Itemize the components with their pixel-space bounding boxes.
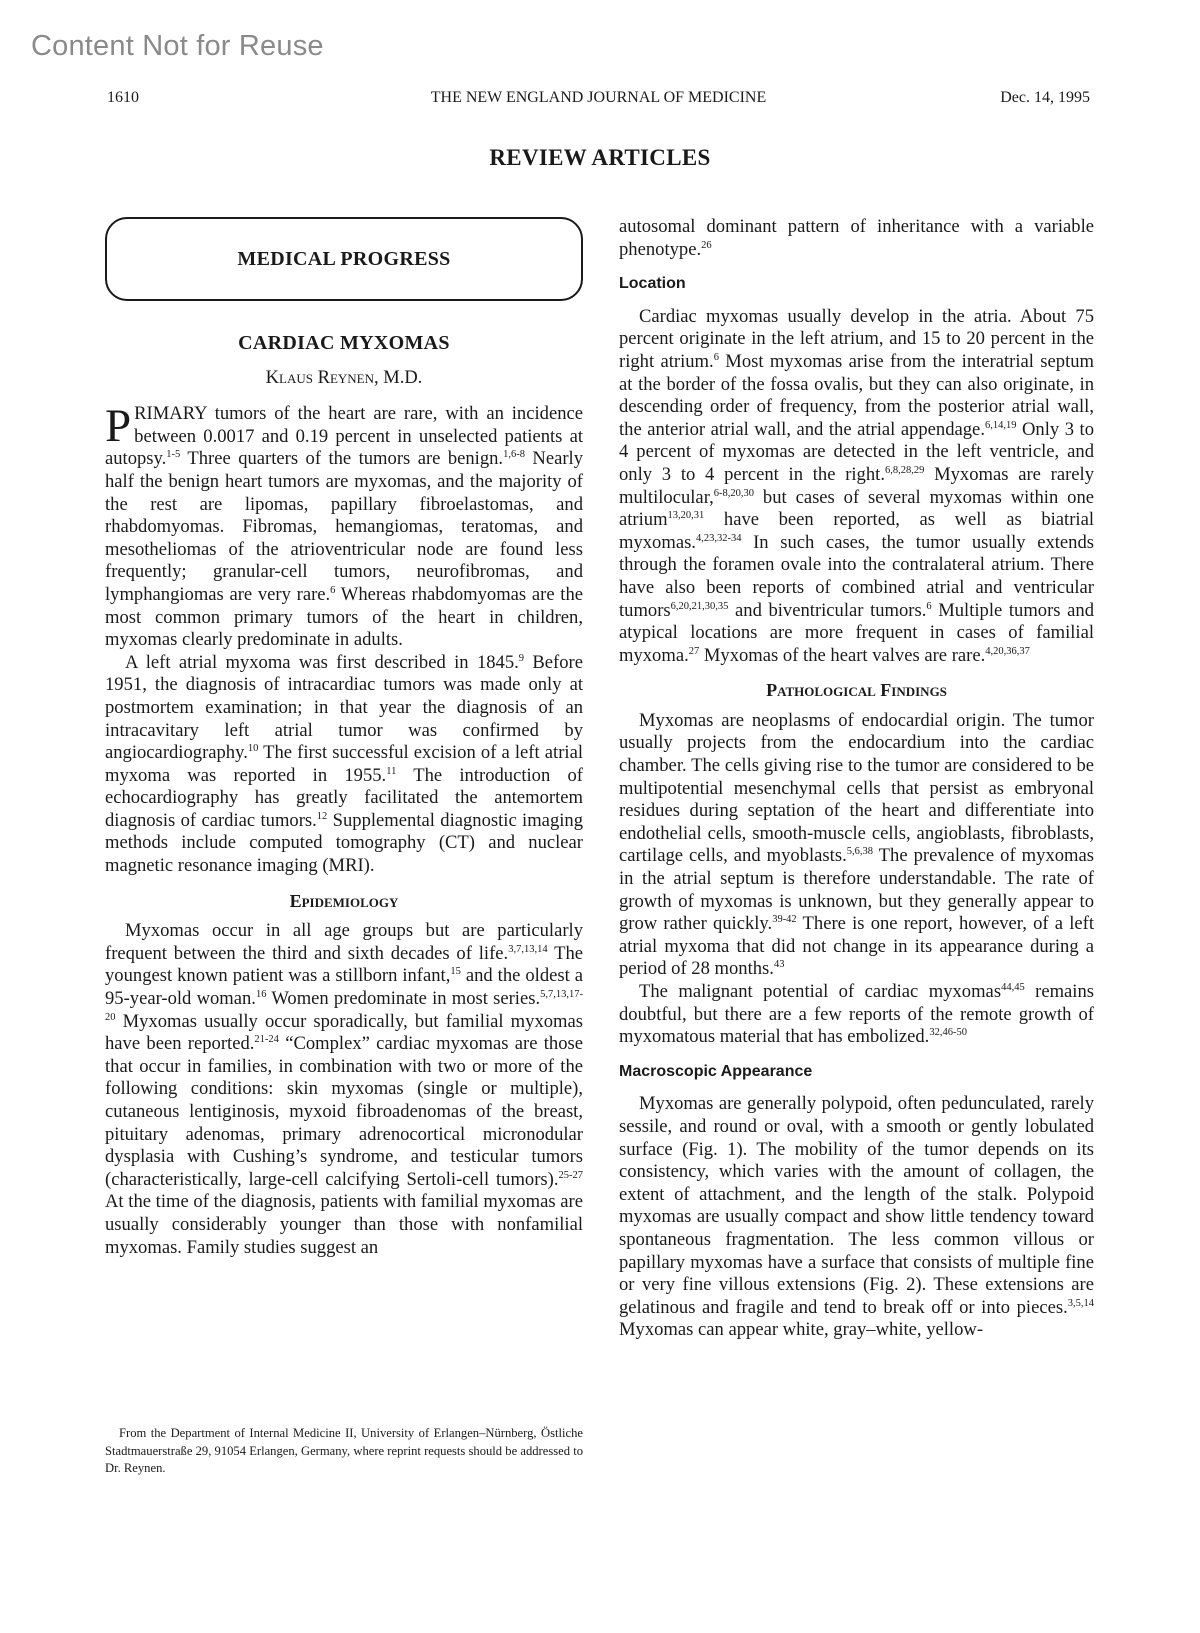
running-head [107,89,1090,111]
citation: 10 [247,743,259,755]
drop-cap: P [105,400,132,453]
text-run: The first successful excision of a left atrial myxoma was reported in 1955. [105,742,583,786]
text-run: In such cases, the tumor usually extends through the foramen ovale into the contralateral atrium. There have also been reports of combined atrial and ventricular tumors [619,531,1094,621]
citation: 27 [688,645,700,657]
text-run: remains doubtful, but there are a few reports of the remote growth of myxomatous material that has embolized. [619,981,1094,1048]
citation: 15 [450,966,461,978]
macroscopic-paragraph [619,1093,1094,1342]
pathology-paragraph-1 [619,710,1094,981]
article-title: CARDIAC MYXOMAS [238,332,450,354]
section-heading: REVIEW ARTICLES [489,145,711,170]
text-run: Myxomas are neoplasms of endocardial origin. The tumor usually projects from the endocardium into the cardiac chamber. The cells giving rise to the tumor are considered to be multipotential mesenchymal cells that persist as embryonal residues during septation of the heart and differentiate into endothelial cells, smooth-muscle cells, angioblasts, fibroblasts, cartilage cells, and myoblasts. [619,709,1094,867]
citation: 12 [316,810,328,822]
citation: 25-27 [558,1169,583,1181]
citation: 4,23,32-34 [695,532,742,544]
issue-date: Dec. 14, 1995 [1000,89,1090,106]
text-run: Only 3 to 4 percent of myxomas are detected in the left ventricle, and only 3 to 4 percent in the right. [619,418,1094,485]
text-run: Nearly half the benign heart tumors are myxomas, and the majority of the rest are lipomas, papillary fibroelastomas, and rhabdomyomas. Fibromas, hemangiomas, teratomas, and mesotheliomas of the atrioventricular node are found less frequently; granular-cell tumors, neurofibromas, and lymphangiomas are very rare. [105,448,583,605]
epidemiology-heading: Epidemiology [289,890,399,911]
citation: 21-24 [254,1034,279,1046]
citation: 5,7,13,17-20 [105,989,583,1023]
intro-paragraph-1 [105,400,583,652]
text-run: Myxomas are generally polypoid, often pedunculated, rarely sessile, and round or oval, with a smooth or gently lobulated surface (Fig. 1). The mobility of the tumor depends on its consistency, which varies with the amount of collagen, the extent of attachment, and the length of the stalk. Polypoid myxomas are usually compact and show little tendency toward spontaneous fragmentation. The less common villous or papillary myxomas have a surface that consists of multiple fine or very fine villous extensions (Fig. 2). These extensions are gelatinous and fragile and tend to break off or into pieces. [619,1093,1094,1318]
citation: 6-8,20,30 [713,487,755,499]
citation: 9 [518,652,525,664]
location-heading: Location [619,275,686,293]
epidemiology-paragraph [105,920,583,1259]
citation: 6 [713,351,719,363]
citation: 4,20,36,37 [985,645,1030,657]
text-run: Myxomas of the heart valves are rare. [699,644,986,666]
text-run: At the time of the diagnosis, patients with familial myxomas are usually considerably younger than those with nonfamilial myxomas. Family studies suggest an [105,1191,583,1258]
text-run: Before 1951, the diagnosis of intracardiac tumors was made only at postmortem examination; in that year the diagnosis of an intracavitary left atrial tumor was confirmed by angiocardiography. [105,651,583,764]
affiliation-footnote: From the Department of Internal Medicine II, University of Erlangen–Nürnberg, Östliche Stadtmauerstraße 29, 91054 Erlangen, Germany, where reprint requests should be addressed to Dr. Reynen. [105,1426,583,1475]
citation: 6,8,28,29 [884,464,925,476]
citation: 43 [773,959,785,971]
left-column [105,217,583,1259]
journal-name: THE NEW ENGLAND JOURNAL OF MEDICINE [430,89,767,106]
citation: 13,20,31 [667,510,705,522]
citation: 1,6-8 [503,449,525,461]
text-run: Myxomas usually occur sporadically, but familial myxomas have been reported. [105,1010,583,1055]
text-run: A left atrial myxoma was first described in 1845. [125,651,519,673]
citation: 3,7,13,14 [508,943,548,955]
text-run: Three quarters of the tumors are benign. [180,448,504,470]
citation: 11 [386,765,397,777]
text-run: Myxomas are rarely multilocular, [619,463,1094,508]
rubric-label: MEDICAL PROGRESS [237,247,451,270]
pathology-heading: Pathological Findings [766,680,947,701]
text-run: RIMARY tumors of the heart are rare, with an incidence between 0.0017 and 0.19 percent in unselected patients at autopsy. [105,403,583,470]
citation: 3,5,14 [1067,1297,1094,1309]
citation: 6,14,19 [984,419,1017,431]
citation: 6 [330,584,336,596]
text-run: The malignant potential of cardiac myxomas [639,981,1002,1002]
citation: 39-42 [772,914,797,926]
text-run: and biventricular tumors. [728,599,927,621]
citation: 44,45 [1001,982,1025,993]
citation: 1-5 [166,449,181,461]
text-run: Supplemental diagnostic imaging methods include computed tomography (CT) and nuclear magnetic resonance imaging (MRI). [105,809,583,877]
location-paragraph [619,306,1094,668]
text-run: Myxomas can appear white, gray–white, yellow- [619,1319,984,1341]
text-run: and the oldest a 95-year-old woman. [105,965,583,1010]
citation: 6,20,21,30,35 [670,600,729,612]
text-run: The prevalence of myxomas in the atrial septum is therefore understandable. The rate of growth of myxomas is unknown, but they generally appear to grow rather quickly. [619,845,1094,935]
citation: 6 [926,600,932,612]
pathology-paragraph-2 [619,981,1094,1049]
page-number: 1610 [107,89,139,106]
right-column [619,216,1094,1342]
text-run: Cardiac myxomas usually develop in the atria. About 75 percent originate in the left atrium, and 15 to 20 percent in the right atrium. [619,305,1094,372]
macroscopic-heading: Macroscopic Appearance [619,1062,813,1080]
citation: 26 [701,239,712,251]
text-run: The introduction of echocardiography has greatly facilitated the antemortem diagnosis of cardiac tumors. [105,764,583,831]
text-run: Women predominate in most series. [266,988,541,1010]
rubric-box [105,217,583,301]
intro-paragraph-2 [105,652,583,878]
text-run: Most myxomas arise from the interatrial septum at the border of the fossa ovalis, but they can also originate, in descending order of frequency, from the posterior atrial wall, the anterior atrial wall, and the atrial appendage. [619,350,1095,440]
text-run: Myxomas occur in all age groups but are particularly frequent between the third and sixth decades of life. [105,920,583,964]
epidemiology-continued [619,216,1094,261]
text-run: autosomal dominant pattern of inheritance with a variable phenotype. [619,216,1094,260]
citation: 32,46-50 [929,1027,967,1039]
text-run: There is one report, however, of a left atrial myxoma that did not change in its appearance during a period of 28 months. [619,913,1095,980]
text-run: have been reported, as well as biatrial myxomas. [619,509,1094,553]
text-run: “Complex” cardiac myxomas are those that occur in families, in combination with two or more of the following conditions: skin myxomas (single or multiple), cutaneous lentiginosis, myxoid fibroadenomas of the breast, pituitary adenomas, primary adrenocortical micronodular dysplasia with Cushing’s syndrome, and testicular tumors (characteristically, large-cell calcifying Sertoli-cell tumors). [105,1033,584,1190]
text-run: but cases of several myxomas within one atrium [619,486,1094,531]
text-run: Whereas rhabdomyomas are the most common primary tumors of the heart in children, myxomas clearly predominate in adults. [105,583,583,651]
text-run: Multiple tumors and atypical locations are more frequent in cases of familial myxoma. [619,599,1094,666]
citation: 5,6,38 [846,846,873,858]
citation: 16 [255,989,267,1001]
watermark: Content Not for Reuse [31,30,324,62]
text-run: The youngest known patient was a stillborn infant, [105,942,583,987]
author-byline: Klaus Reynen, M.D. [265,367,423,388]
